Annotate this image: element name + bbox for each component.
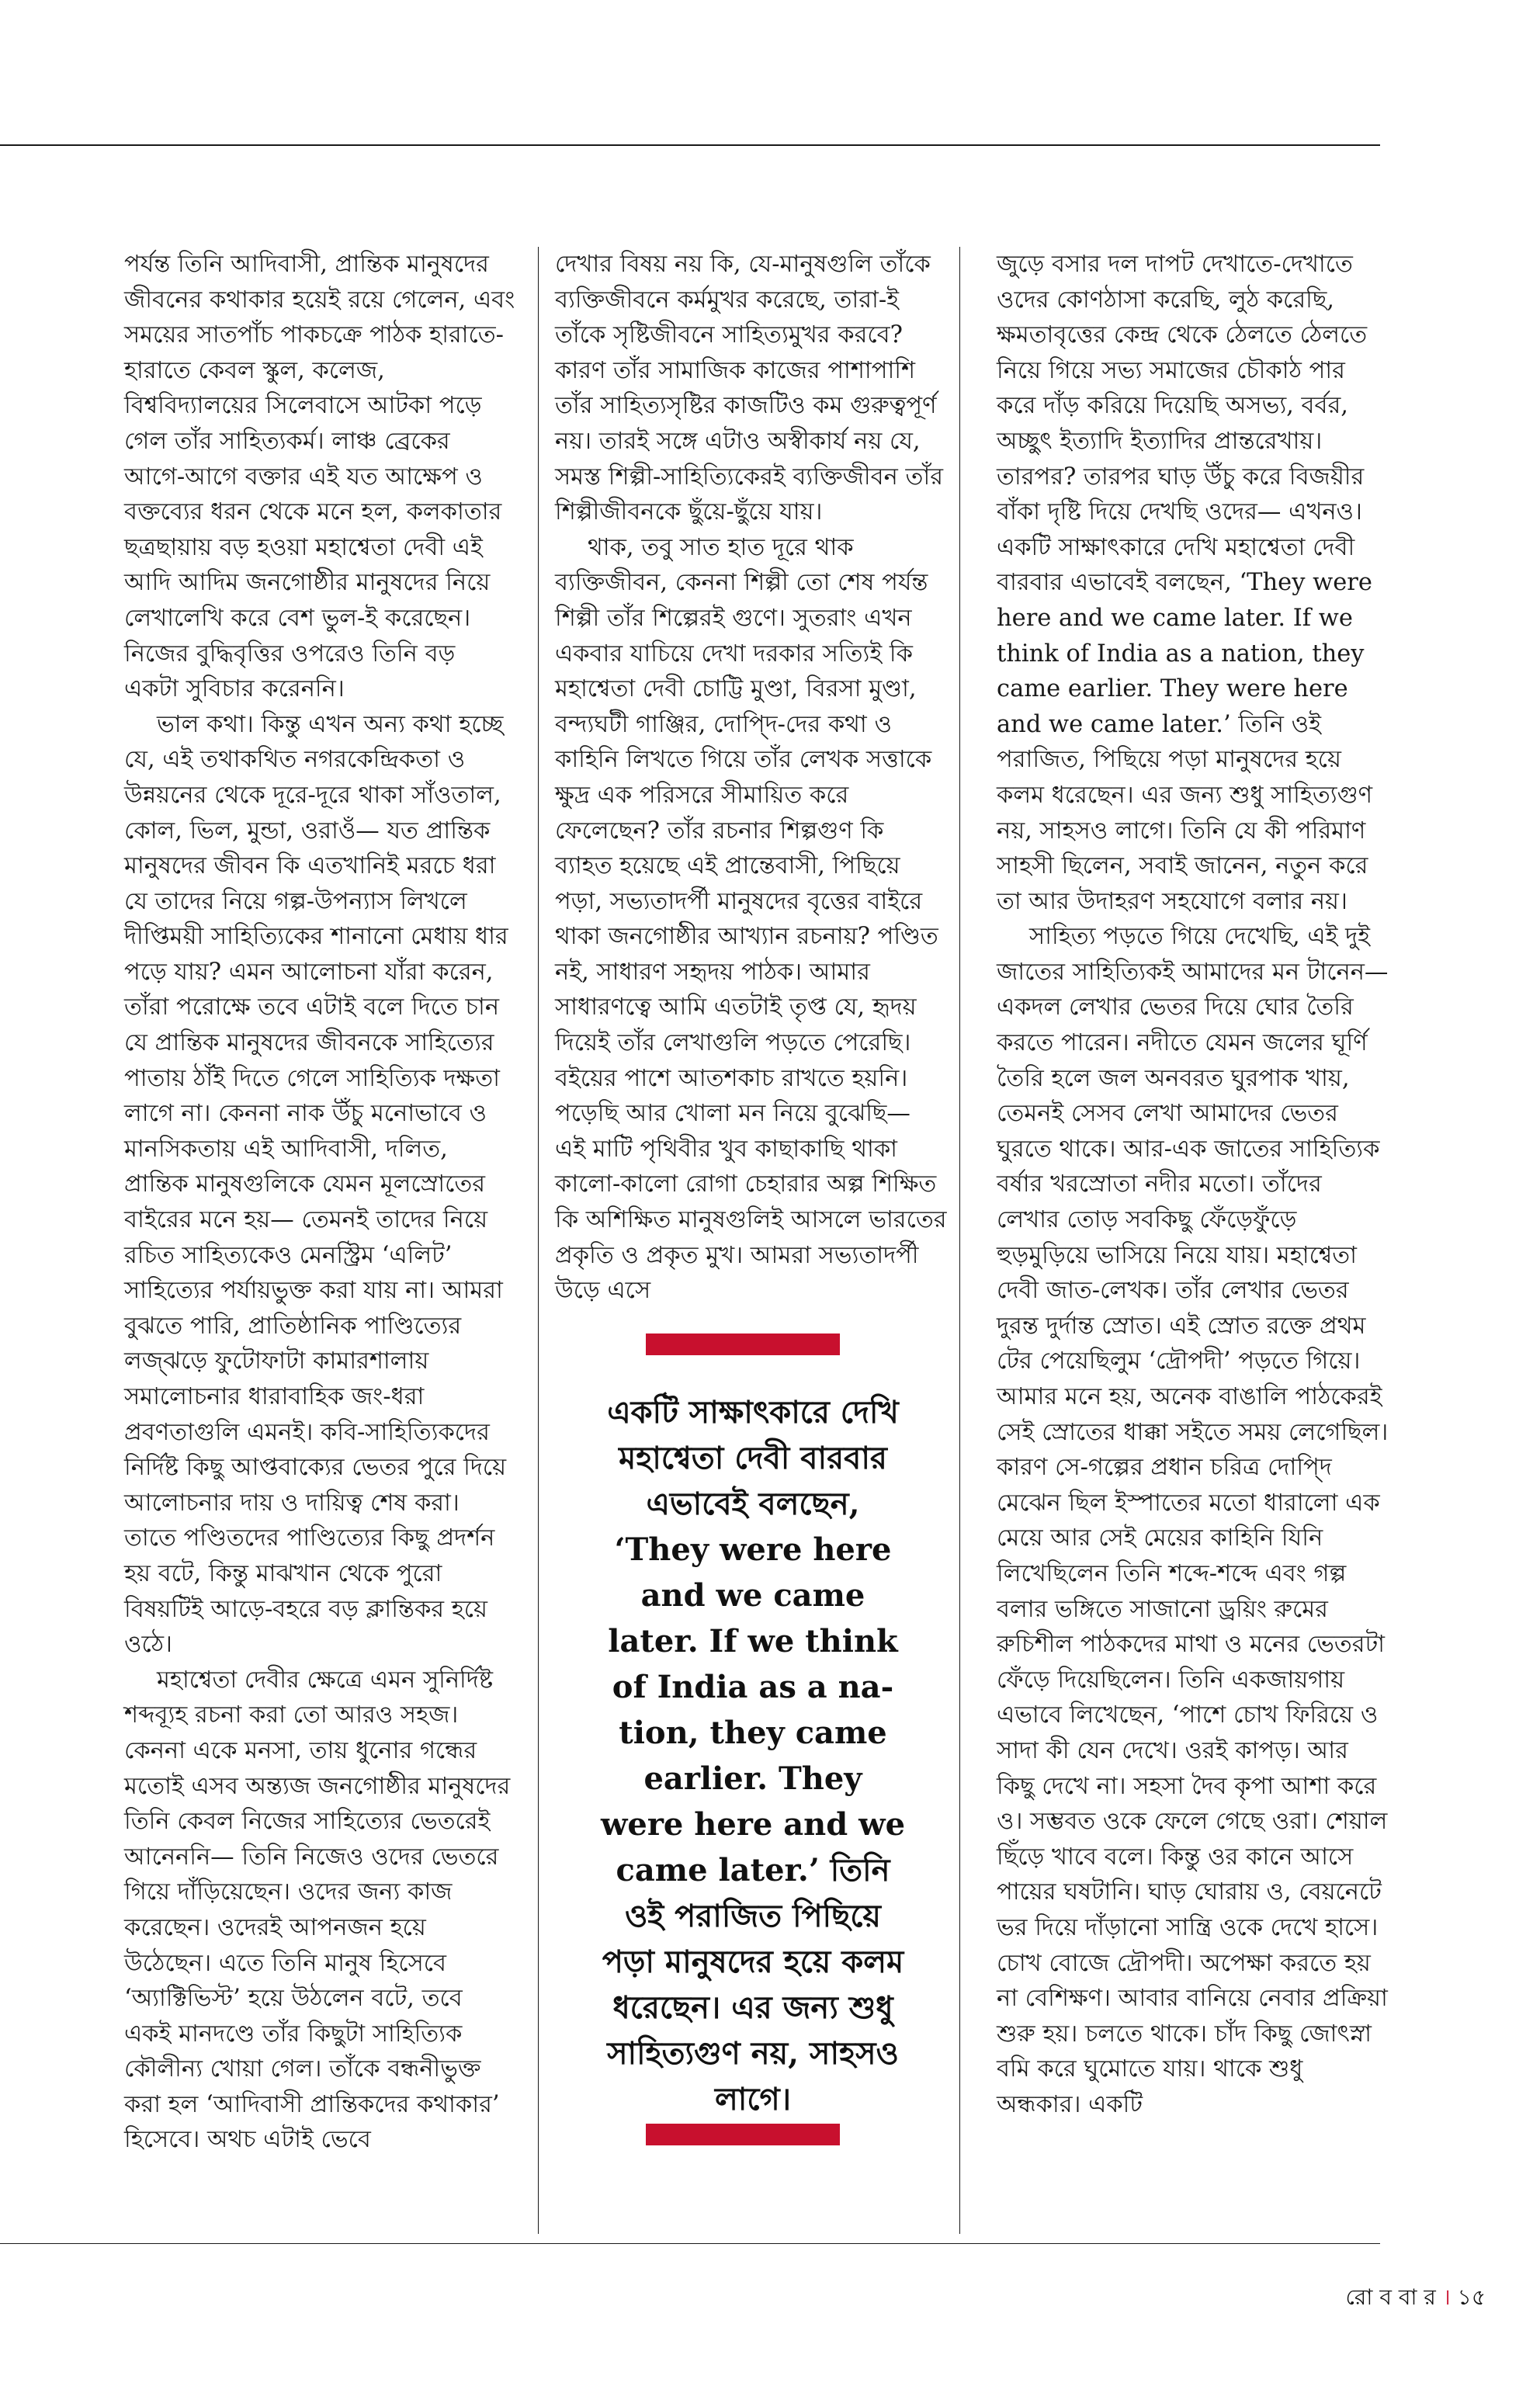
column-divider-2 bbox=[959, 247, 960, 2234]
page-number: ১৫ bbox=[1457, 2284, 1486, 2310]
paragraph: মহাশ্বেতা দেবীর ক্ষেত্রে এমন সুনির্দিষ্ট শব্দব্যূহ রচনা করা তো আরও সহজ। কেননা একে মনসা, তায় ধুনোর গন্ধের মতোই এসব অন্ত্যজ জনগোষ্ঠীর মানুষদের তিনি কেবল নিজের সাহিত্যের ভেতরেই আনেননি— তিনি নিজেও ওদের ভেতরে গিয়ে দাঁড়িয়েছেন। ওদের জন্য কাজ করেছেন। ওদেরই আপনজন হয়ে উঠেছেন। এতে তিনি মানুষ হিসেবে ‘অ্যাক্টিভিস্ট’ হয়ে উঠলেন বটে, তবে একই মানদণ্ডে তাঁর কিছুটা সাহিত্যিক কৌলীন্য খোয়া গেল। তাঁকে বন্ধনীভুক্ত করা হল ‘আদিবাসী প্রান্তিকদের কথাকার’ হিসেবে। অথচ এটাই ভেবে bbox=[124, 1666, 511, 2154]
top-rule bbox=[0, 144, 1380, 146]
paragraph: ভাল কথা। কিন্তু এখন অন্য কথা হচ্ছে যে, এই তথাকথিত নগরকেন্দ্রিকতা ও উন্নয়নের থেকে দূরে-দূরে থাকা সাঁওতাল, কোল, ভিল, মুন্ডা, ওরাওঁ— যত প্রান্তিক মানুষদের জীবন কি এতখানিই মরচে ধরা যে তাদের নিয়ে গল্প-উপন্যাস লিখলে দীপ্তিময়ী সাহিত্যিকের শানানো মেধায় ধার পড়ে যায়? এমন আলোচনা যাঁরা করেন, তাঁরা পরোক্ষে তবে এটাই বলে দিতে চান যে প্রান্তিক মানুষদের জীবনকে সাহিত্যের পাতায় ঠাঁই দিতে গেলে সাহিত্যিক দক্ষতা লাগে না। কেননা নাক উঁচু মনোভাবে ও মানসিকতায় এই আদিবাসী, দলিত, প্রান্তিক মানুষগুলিকে যেমন মূলস্রোতের বাইরের মনে হয়— তেমনই তাদের নিয়ে রচিত সাহিত্যকেও মেনস্ট্রিম ‘এলিট’ সাহিত্যের পর্যায়ভুক্ত করা যায় না। আমরা বুঝতে পারি, প্রাতিষ্ঠানিক পাণ্ডিত্যের লজ্‌ঝড়ে ফুটোফাটা কামারশালায় সমালোচনার ধারাবাহিক জং-ধরা প্রবণতাগুলি এমনই। কবি-সাহিত্যিকদের নির্দিষ্ট কিছু আপ্তবাক্যের ভেতর পুরে দিয়ে আলোচনার দায় ও দায়িত্ব শেষ করা। তাতে পণ্ডিতদের পাণ্ডিত্যের কিছু প্রদর্শন হয় বটে, কিন্তু মাঝখান থেকে পুরো বিষয়টিই আড়ে-বহরে বড় ক্লান্তিকর হয়ে ওঠে। bbox=[124, 710, 508, 1659]
paragraph: দেখার বিষয় নয় কি, যে-মানুষগুলি তাঁকে ব্যক্তিজীবনে কর্মমুখর করেছে, তারা-ই তাঁকে সৃষ্টিজীবনে সাহিত্যমুখর করবে? কারণ তাঁর সামাজিক কাজের পাশাপাশি তাঁর সাহিত্যসৃষ্টির কাজটিও কম গুরুত্বপূর্ণ নয়। তারই সঙ্গে এটাও অস্বীকার্য নয় যে, সমস্ত শিল্পী-সাহিত্যিকেরই ব্যক্তিজীবন তাঁর শিল্পীজীবনকে ছুঁয়ে-ছুঁয়ে যায়। bbox=[555, 251, 943, 526]
paragraph: থাক, তবু সাত হাত দূরে থাক ব্যক্তিজীবন, কেননা শিল্পী তো শেষ পর্যন্ত শিল্পী তাঁর শিল্পেরই গুণে। সুতরাং এখন একবার যাচিয়ে দেখা দরকার সত্যিই কি মহাশ্বেতা দেবী চোট্টি মুণ্ডা, বিরসা মুণ্ডা, বন্দ্যঘটী গাঞ্জির, দোপ্দি-দের কথা ও কাহিনি লিখতে গিয়ে তাঁর লেখক সত্তাকে ক্ষুদ্র এক পরিসরে সীমায়িত করে ফেলেছেন? তাঁর রচনার শিল্পগুণ কি ব্যাহত হয়েছে এই প্রান্তেবাসী, পিছিয়ে পড়া, সভ্যতাদর্পী মানুষদের বৃত্তের বাইরে থাকা জনগোষ্ঠীর আখ্যান রচনায়? পণ্ডিত নই, সাধারণ সহৃদয় পাঠক। আমার সাধারণত্বে আমি এতটাই তৃপ্ত যে, হৃদয় দিয়েই তাঁর লেখাগুলি পড়তে পেরেছি। বইয়ের পাশে আতশকাচ রাখতে হয়নি। পড়েছি আর খোলা মন নিয়ে বুঝেছি— এই মাটি পৃথিবীর খুব কাছাকাছি থাকা কালো-কালো রোগা চেহারার অল্প শিক্ষিত কি অশিক্ষিত মানুষগুলিই আসলে ভারতের প্রকৃতি ও প্রকৃত মুখ। আমরা সভ্যতাদর্পী উড়ে এসে bbox=[555, 533, 947, 1305]
footer-separator: । bbox=[1442, 2284, 1451, 2310]
article-column-3 bbox=[997, 247, 1389, 2122]
bottom-rule bbox=[0, 2243, 1380, 2244]
paragraph: পর্যন্ত তিনি আদিবাসী, প্রান্তিক মানুষদের জীবনের কথাকার হয়েই রয়ে গেলেন, এবং সময়ের সাতপাঁচ পাকচক্রে পাঠক হারাতে-হারাতে কেবল স্কুল, কলেজ, বিশ্ববিদ্যালয়ের সিলেবাসে আটকা পড়ে গেল তাঁর সাহিত্যকর্ম। লাঞ্চ ব্রেকের আগে-আগে বক্তার এই যত আক্ষেপ ও বক্তব্যের ধরন থেকে মনে হল, কলকাতার ছত্রছায়ায় বড় হওয়া মহাশ্বেতা দেবী এই আদি আদিম জনগোষ্ঠীর মানুষদের নিয়ে লেখালেখি করে বেশ ভুল-ই করেছেন। নিজের বুদ্ধিবৃত্তির ওপরেও তিনি বড় একটা সুবিচার করেননি। bbox=[124, 251, 515, 703]
article-column-2 bbox=[555, 247, 947, 1309]
pull-quote-top-bar bbox=[646, 1333, 840, 1355]
article-column-1 bbox=[124, 247, 516, 2158]
page-footer bbox=[1346, 2280, 1486, 2317]
column-divider-1 bbox=[538, 247, 539, 2234]
paragraph: জুড়ে বসার দল দাপট দেখাতে-দেখাতে ওদের কোণঠাসা করেছি, লুঠ করেছি, ক্ষমতাবৃত্তের কেন্দ্র থেকে ঠেলতে ঠেলতে নিয়ে গিয়ে সভ্য সমাজের চৌকাঠ পার করে দাঁড় করিয়ে দিয়েছি অসভ্য, বর্বর, অচ্ছুৎ ইত্যাদি ইত্যাদির প্রান্তরেখায়। তারপর? তারপর ঘাড় উঁচু করে বিজয়ীর বাঁকা দৃষ্টি দিয়ে দেখছি ওদের— এখনও। একটি সাক্ষাৎকারে দেখি মহাশ্বেতা দেবী বারবার এভাবেই বলছেন, ‘They were here and we came later. If we think of India as a nation, they came earlier. They were here and we came later.’ তিনি ওই পরাজিত, পিছিয়ে পড়া মানুষদের হয়ে কলম ধরেছেন। এর জন্য শুধু সাহিত্যগুণ নয়, সাহসও লাগে। তিনি যে কী পরিমাণ সাহসী ছিলেন, সবাই জানেন, নতুন করে তা আর উদাহরণ সহযোগে বলার নয়। bbox=[997, 251, 1373, 915]
paragraph: সাহিত্য পড়তে গিয়ে দেখেছি, এই দুই জাতের সাহিত্যিকই আমাদের মন টানেন— একদল লেখার ভেতর দিয়ে ঘোর তৈরি করতে পারেন। নদীতে যেমন জলের ঘূর্ণি তৈরি হলে জল অনবরত ঘুরপাক খায়, তেমনই সেসব লেখা আমাদের ভেতর ঘুরতে থাকে। আর-এক জাতের সাহিত্যিক বর্ষার খরস্রোতা নদীর মতো। তাঁদের লেখার তোড় সবকিছু ফেঁড়েফুঁড়ে হুড়মুড়িয়ে ভাসিয়ে নিয়ে যায়। মহাশ্বেতা দেবী জাত-লেখক। তাঁর লেখার ভেতর দুরন্ত দুর্দান্ত স্রোত। এই স্রোত রক্তে প্রথম টের পেয়েছিলুম ‘দ্রৌপদী’ পড়তে গিয়ে। আমার মনে হয়, অনেক বাঙালি পাঠকেরই সেই স্রোতের ধাক্কা সইতে সময় লেগেছিল। কারণ সে-গল্পের প্রধান চরিত্র দোপ্দি মেঝেন ছিল ইস্পাতের মতো ধারালো এক মেয়ে আর সেই মেয়ের কাহিনি যিনি লিখেছিলেন তিনি শব্দে-শব্দে এবং গল্প বলার ভঙ্গিতে সাজানো ড্রয়িং রুমের রুচিশীল পাঠকদের মাথা ও মনের ভেতরটা ফেঁড়ে দিয়েছিলেন। তিনি একজায়গায় এভাবে লিখেছেন, ‘পাশে চোখ ফিরিয়ে ও সাদা কী যেন দেখে। ওরই কাপড়। আর কিছু দেখে না। সহসা দৈব কৃপা আশা করে ও। সম্ভবত ওকে ফেলে গেছে ওরা। শেয়াল ছিঁড়ে খাবে বলে। কিন্তু ওর কানে আসে পায়ের ঘষটানি। ঘাড় ঘোরায় ও, বেয়নেটে ভর দিয়ে দাঁড়ানো সান্ত্রি ওকে দেখে হাসে। চোখ বোজে দ্রৌপদী। অপেক্ষা করতে হয় না বেশিক্ষণ। আবার বানিয়ে নেবার প্রক্রিয়া শুরু হয়। চলতে থাকে। চাঁদ কিছু জোৎস্না বমি করে ঘুমোতে যায়। থাকে শুধু অন্ধকার। একটি bbox=[997, 923, 1389, 2118]
pull-quote: একটি সাক্ষাৎকারে দেখি মহাশ্বেতা দেবী বারবার এভাবেই বলছেন, ‘They were here and we came later. If we think of India as a na-tion, they came earlier. They were here and we came later.’ তিনি ওই পরাজিত পিছিয়ে পড়া মানুষদের হয়ে কলম ধরেছেন। এর জন্য শুধু সাহিত্যগুণ নয়, সাহসও লাগে। bbox=[600, 1394, 906, 2117]
pull-quote-bottom-bar bbox=[646, 2124, 840, 2145]
magazine-name: রো ব বা র bbox=[1345, 2284, 1436, 2310]
